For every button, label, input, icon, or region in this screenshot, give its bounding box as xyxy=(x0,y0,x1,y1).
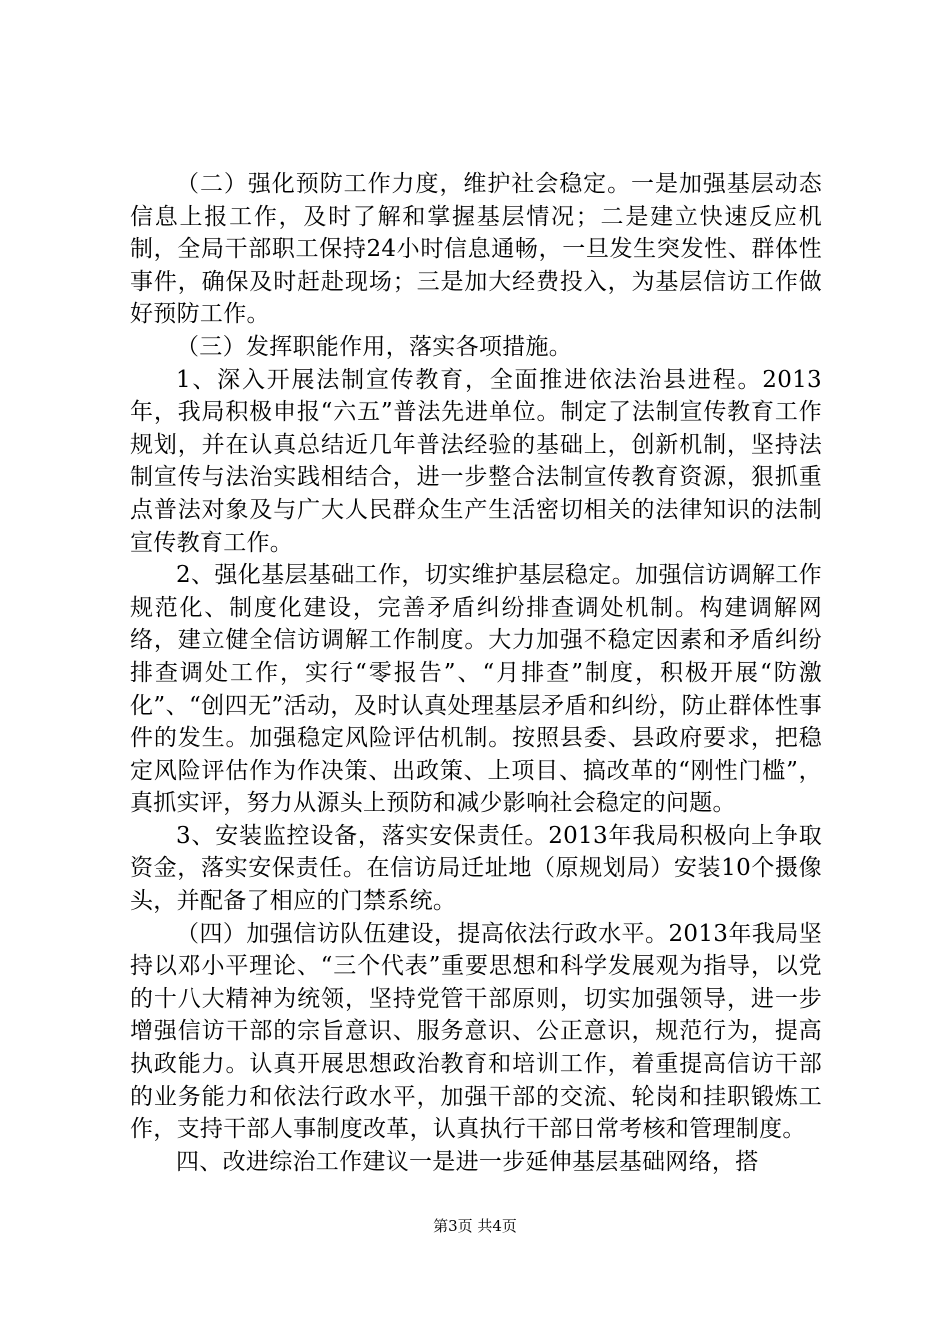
paragraph-team-building: （四）加强信访队伍建设，提高依法行政水平。2013年我局坚持以邓小平理论、“三个代表”重要思想和科学发展观为指导，以党的十八大精神为统领，坚持党管干部原则，切实加强领导，进一步增强信访干部的宗旨意识、服务意识、公正意识，规范行为，提高执政能力。认真开展思想政治教育和培训工作，着重提高信访干部的业务能力和依法行政水平，加强干部的交流、轮岗和挂职锻炼工作，支持干部人事制度改革，认真执行干部日常考核和管理制度。 xyxy=(130,920,822,1143)
page-number-footer: 第3页 共4页 xyxy=(433,1217,517,1235)
paragraph-prevention: （二）强化预防工作力度，维护社会稳定。一是加强基层动态信息上报工作，及时了解和掌握基层情况；二是建立快速反应机制，全局干部职工保持24小时信息通畅，一旦发生突发性、群体性事件，确保及时赶赴现场；三是加大经费投入，为基层信访工作做好预防工作。 xyxy=(130,171,822,328)
paragraph-grassroots-stability: 2、强化基层基础工作，切实维护基层稳定。加强信访调解工作规范化、制度化建设，完善矛盾纠纷排查调处机制。构建调解网络，建立健全信访调解工作制度。大力加强不稳定因素和矛盾纠纷排查调处工作，实行“零报告”、“月排查”制度，积极开展“防激化”、“创四无”活动，及时认真处理基层矛盾和纠纷，防止群体性事件的发生。加强稳定风险评估机制。按照县委、县政府要求，把稳定风险评估作为作决策、出政策、上项目、搞改革的“刚性门槛”，真抓实评，努力从源头上预防和减少影响社会稳定的问题。 xyxy=(130,562,822,817)
paragraph-legal-education: 1、深入开展法制宣传教育，全面推进依法治县进程。2013年，我局积极申报“六五”普法先进单位。制定了法制宣传教育工作规划，并在认真总结近几年普法经验的基础上，创新机制，坚持法制宣传与法治实践相结合，进一步整合法制宣传教育资源，狠抓重点普法对象及与广大人民群众生产生活密切相关的法律知识的法制宣传教育工作。 xyxy=(130,366,822,556)
paragraph-suggestions: 四、改进综治工作建议一是进一步延伸基层基础网络，搭 xyxy=(176,1148,759,1175)
paragraph-functions-heading: （三）发挥职能作用，落实各项措施。 xyxy=(176,333,573,360)
paragraph-monitoring-equipment: 3、安装监控设备，落实安保责任。2013年我局积极向上争取资金，落实安保责任。在信访局迁址地（原规划局）安装10个摄像头，并配备了相应的门禁系统。 xyxy=(130,822,822,915)
document-body xyxy=(130,168,822,1178)
